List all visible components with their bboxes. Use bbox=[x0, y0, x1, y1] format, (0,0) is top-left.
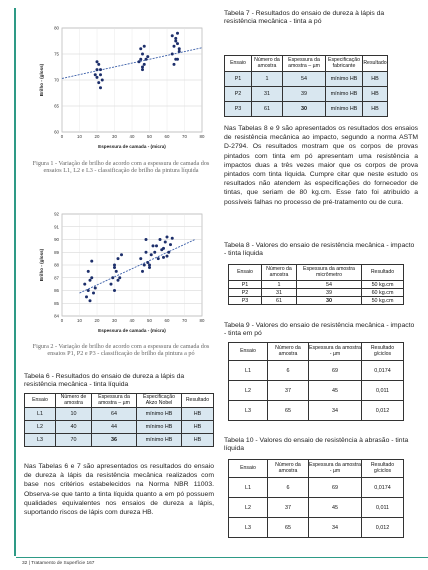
table-cell: 65 bbox=[268, 518, 309, 538]
data-point bbox=[90, 276, 93, 279]
table-row bbox=[229, 478, 404, 498]
table-header: Ensaio bbox=[229, 460, 268, 478]
data-point bbox=[117, 279, 120, 282]
data-point bbox=[141, 270, 144, 273]
x-tick-label: 40 bbox=[129, 134, 135, 139]
y-tick-label: 91 bbox=[54, 224, 59, 230]
data-point bbox=[176, 42, 179, 45]
table-header: Número da amostra bbox=[262, 265, 297, 281]
table-cell: P3 bbox=[225, 102, 252, 117]
data-point bbox=[139, 257, 142, 260]
table-cell: mínimo HB bbox=[326, 72, 363, 87]
y-tick-label: 70 bbox=[54, 77, 59, 83]
data-point bbox=[94, 286, 97, 289]
footer-rule bbox=[16, 557, 428, 558]
table-header: Resultado bbox=[362, 265, 404, 281]
table-cell: 50 kg.cm bbox=[362, 281, 404, 289]
table-cell: 44 bbox=[92, 421, 137, 434]
data-point bbox=[145, 58, 148, 61]
table-cell: L3 bbox=[229, 401, 268, 421]
data-point bbox=[139, 47, 142, 50]
table-cell: 61 bbox=[252, 102, 283, 117]
data-point bbox=[120, 253, 123, 256]
table-9-caption: Tabela 9 - Valores do ensaio de resistência mecânica - impacto - tinta em pó bbox=[224, 322, 415, 338]
table-header: Espessura da amostra - µm bbox=[309, 460, 362, 478]
table-header: Espessura da amostra – µm bbox=[92, 394, 137, 408]
y-tick-label: 65 bbox=[54, 103, 59, 109]
y-tick-label: 84 bbox=[54, 313, 59, 319]
page-accent-bar bbox=[14, 8, 16, 556]
table-row bbox=[225, 102, 388, 117]
table-cell: 0,011 bbox=[362, 498, 404, 518]
table-cell: 37 bbox=[268, 381, 309, 401]
table-header: Número da amostra bbox=[252, 56, 283, 72]
data-point bbox=[167, 251, 170, 254]
table-7-caption: Tabela 7 - Resultados do ensaio de dureza à lápis da resistência mecânica - tinta a pó bbox=[224, 10, 385, 26]
table-cell: 69 bbox=[309, 361, 362, 381]
data-point bbox=[171, 53, 174, 56]
table-10 bbox=[228, 459, 404, 538]
data-point bbox=[150, 253, 153, 256]
data-point bbox=[118, 276, 121, 279]
table-row bbox=[25, 434, 214, 447]
table-cell: P2 bbox=[229, 289, 262, 297]
data-point bbox=[101, 79, 104, 82]
table-cell: L3 bbox=[25, 434, 56, 447]
data-point bbox=[94, 73, 97, 76]
x-tick-label: 70 bbox=[182, 318, 187, 323]
x-tick-label: 70 bbox=[182, 134, 187, 139]
table-header: Resultado bbox=[363, 56, 388, 72]
y-tick-label: 80 bbox=[54, 25, 59, 31]
data-point bbox=[139, 58, 142, 61]
data-point bbox=[99, 68, 102, 71]
table-row bbox=[229, 281, 404, 289]
data-point bbox=[99, 86, 102, 89]
table-cell: P3 bbox=[229, 297, 262, 305]
y-tick-label: 60 bbox=[54, 129, 59, 135]
table-row bbox=[229, 361, 404, 381]
data-point bbox=[96, 68, 99, 71]
x-tick-label: 50 bbox=[147, 318, 152, 323]
table-cell: 60 kg.cm bbox=[362, 289, 404, 297]
data-point bbox=[164, 241, 167, 244]
data-point bbox=[141, 68, 144, 71]
data-point bbox=[153, 251, 156, 254]
table-header: Especificação Akzo Nobel bbox=[137, 394, 182, 408]
data-point bbox=[178, 50, 181, 53]
table-header: Número da amostra bbox=[268, 460, 309, 478]
table-8 bbox=[228, 264, 404, 305]
table-cell: 54 bbox=[283, 72, 326, 87]
data-point bbox=[155, 244, 158, 247]
table-cell: 36 bbox=[92, 434, 137, 447]
data-point bbox=[117, 257, 120, 260]
table-cell: 45 bbox=[309, 498, 362, 518]
data-point bbox=[152, 244, 155, 247]
data-point bbox=[92, 292, 95, 295]
table-header: Número da amostra bbox=[268, 343, 309, 361]
data-point bbox=[87, 289, 90, 292]
figure-1-chart bbox=[36, 22, 208, 152]
table-cell: 54 bbox=[297, 281, 362, 289]
data-point bbox=[87, 270, 90, 273]
data-point bbox=[145, 238, 148, 241]
table-cell: L1 bbox=[25, 408, 56, 421]
y-tick-label: 90 bbox=[54, 237, 59, 243]
table-header: Ensaio bbox=[25, 394, 56, 408]
data-point bbox=[146, 261, 149, 264]
data-point bbox=[162, 256, 165, 259]
data-point bbox=[96, 60, 99, 63]
y-axis-label: Brilho - (gloss) bbox=[39, 63, 44, 97]
data-point bbox=[173, 45, 176, 48]
table-header: Especificação fabricante bbox=[326, 56, 363, 72]
data-point bbox=[166, 235, 169, 238]
table-cell: mínimo HB bbox=[137, 408, 182, 421]
table-row bbox=[229, 518, 404, 538]
table-header: Ensaio bbox=[229, 343, 268, 361]
table-cell: mínimo HB bbox=[326, 102, 363, 117]
table-header: Número de amostra bbox=[56, 394, 92, 408]
data-point bbox=[143, 63, 146, 66]
x-tick-label: 20 bbox=[94, 318, 100, 323]
data-point bbox=[115, 270, 118, 273]
table-cell: 69 bbox=[309, 478, 362, 498]
table-cell: HB bbox=[363, 72, 388, 87]
data-point bbox=[113, 289, 116, 292]
table-row bbox=[225, 72, 388, 87]
data-point bbox=[159, 238, 162, 241]
table-cell: L1 bbox=[229, 361, 268, 381]
data-point bbox=[97, 81, 100, 84]
x-tick-label: 40 bbox=[129, 318, 135, 323]
data-point bbox=[169, 243, 172, 246]
data-point bbox=[138, 60, 141, 63]
figure-1-caption: Figura 1 - Variação de brilho de acordo com a espessura de camada dos ensaios L1, L2 e L3 - classificação de brilho da pintura líquida bbox=[32, 160, 210, 175]
data-point bbox=[178, 47, 181, 50]
x-tick-label: 30 bbox=[112, 318, 117, 323]
table-cell: 10 bbox=[56, 408, 92, 421]
x-axis-label: Espessura de camada - (micra) bbox=[98, 328, 166, 333]
x-tick-label: 80 bbox=[199, 318, 205, 323]
data-point bbox=[96, 76, 99, 79]
data-point bbox=[176, 58, 179, 61]
table-row bbox=[229, 297, 404, 305]
table-header: Espessura da amostra - µm bbox=[309, 343, 362, 361]
x-axis-label: Espessura de camada - (micra) bbox=[98, 144, 166, 149]
table-cell: 0,0174 bbox=[362, 361, 404, 381]
table-cell: mínimo HB bbox=[137, 421, 182, 434]
y-axis-label: Brilho - (gloss) bbox=[39, 248, 44, 282]
x-tick-label: 60 bbox=[164, 134, 170, 139]
data-point bbox=[113, 264, 116, 267]
table-cell: 6 bbox=[268, 478, 309, 498]
data-point bbox=[176, 32, 179, 35]
table-cell: HB bbox=[363, 87, 388, 102]
table-cell: 39 bbox=[283, 87, 326, 102]
table-row bbox=[229, 401, 404, 421]
table-header: Espessura da amostra – µm bbox=[283, 56, 326, 72]
data-point bbox=[113, 266, 116, 269]
table-row bbox=[225, 87, 388, 102]
table-cell: 0,012 bbox=[362, 401, 404, 421]
figure-2-caption: Figura 2 - Variação de brilho de acordo com a espessura de camada dos ensaios P1, P2 e P3 - classificação de brilho da pintura a pó bbox=[32, 343, 210, 358]
data-point bbox=[141, 53, 144, 56]
y-tick-label: 88 bbox=[54, 262, 59, 268]
x-tick-label: 10 bbox=[77, 318, 82, 323]
table-cell: 1 bbox=[252, 72, 283, 87]
table-8-caption: Tabela 8 - Valores do ensaio de resistência mecânica - impacto - tinta líquida bbox=[224, 242, 415, 258]
table-cell: 34 bbox=[309, 518, 362, 538]
table-cell: 31 bbox=[252, 87, 283, 102]
table-6-caption: Tabela 6 - Resultados do ensaio de dureza a lápis da resistência mecânica - tinta líquida bbox=[24, 373, 185, 389]
data-point bbox=[171, 34, 174, 37]
data-point bbox=[166, 255, 169, 258]
table-cell: 30 bbox=[283, 102, 326, 117]
table-cell: 0,012 bbox=[362, 518, 404, 538]
table-cell: HB bbox=[363, 102, 388, 117]
table-cell: 45 bbox=[309, 381, 362, 401]
table-cell: P2 bbox=[225, 87, 252, 102]
x-tick-label: 50 bbox=[147, 134, 152, 139]
data-point bbox=[171, 237, 174, 240]
x-tick-label: 60 bbox=[164, 318, 170, 323]
table-cell: 70 bbox=[56, 434, 92, 447]
data-point bbox=[157, 257, 160, 260]
data-point bbox=[145, 251, 148, 254]
table-cell: 34 bbox=[309, 401, 362, 421]
table-header: Ensaio bbox=[225, 56, 252, 72]
x-tick-label: 80 bbox=[199, 134, 205, 139]
body-paragraph-right: Nas Tabelas 8 e 9 são apresentados os resultados dos ensaios de resistência mecânica ao impacto, segundo a norma ASTM D-2794. Os resultados mostram que os corpos de provas pintados com tinta em pó apresentam uma resistência a impactos duas a três vezes maior que os corpos de prova pintados com tinta líquida. Cumpre citar que neste estudo os resultados não atendem às especificações do fornecedor de tintas, que seriam de 80 kg.cm. Esse fato foi atribuído a possíveis falhas no processo de pré-tratamento ou de cura. bbox=[224, 125, 418, 206]
table-cell: 40 bbox=[56, 421, 92, 434]
x-tick-label: 10 bbox=[77, 134, 82, 139]
table-row bbox=[229, 381, 404, 401]
x-tick-label: 30 bbox=[112, 134, 117, 139]
table-cell: 31 bbox=[262, 289, 297, 297]
table-row bbox=[229, 498, 404, 518]
table-cell: P1 bbox=[225, 72, 252, 87]
table-cell: P1 bbox=[229, 281, 262, 289]
table-cell: 1 bbox=[262, 281, 297, 289]
body-paragraph-left: Nas Tabelas 6 e 7 são apresentados os resultados do ensaio de dureza à lápis da resistência mecânica realizados com base nos critérios estabelecidos na Norma NBR 11003. Observa-se que tanto a tinta líquida quanto a em pó possuem qualidades equivalentes nos ensaios de dureza a lápis, suportando riscos de lápis com dureza HB. bbox=[24, 463, 214, 517]
table-10-caption: Tabela 10 - Valores do ensaio de resistência à abrasão - tinta líquida bbox=[224, 437, 409, 453]
data-point bbox=[141, 66, 144, 69]
y-tick-label: 92 bbox=[54, 211, 59, 217]
data-point bbox=[83, 283, 86, 286]
figure-2-chart bbox=[36, 208, 208, 336]
data-point bbox=[143, 264, 146, 267]
table-header: Resultado g/ciclos bbox=[362, 460, 404, 478]
table-cell: HB bbox=[182, 408, 214, 421]
table-cell: L2 bbox=[229, 498, 268, 518]
data-point bbox=[97, 63, 100, 66]
table-cell: L2 bbox=[229, 381, 268, 401]
table-cell: 61 bbox=[262, 297, 297, 305]
table-cell: L3 bbox=[229, 518, 268, 538]
table-cell: 50 kg.cm bbox=[362, 297, 404, 305]
data-point bbox=[110, 283, 113, 286]
y-tick-label: 75 bbox=[54, 51, 59, 57]
table-7 bbox=[224, 55, 388, 117]
data-point bbox=[111, 276, 114, 279]
table-header: Espessura da amostra micrômetro bbox=[297, 265, 362, 281]
table-cell: 6 bbox=[268, 361, 309, 381]
data-point bbox=[173, 63, 176, 66]
data-point bbox=[89, 279, 92, 282]
table-cell: HB bbox=[182, 434, 214, 447]
table-cell: L2 bbox=[25, 421, 56, 434]
y-tick-label: 89 bbox=[54, 249, 59, 255]
table-row bbox=[25, 421, 214, 434]
table-cell: 0,011 bbox=[362, 381, 404, 401]
table-cell: mínimo HB bbox=[326, 87, 363, 102]
table-cell: 37 bbox=[268, 498, 309, 518]
x-tick-label: 20 bbox=[94, 134, 100, 139]
data-point bbox=[174, 37, 177, 40]
table-header: Resultado bbox=[182, 394, 214, 408]
data-point bbox=[99, 73, 102, 76]
table-cell: 39 bbox=[297, 289, 362, 297]
table-row bbox=[229, 289, 404, 297]
table-cell: 30 bbox=[297, 297, 362, 305]
table-cell: mínimo HB bbox=[137, 434, 182, 447]
data-point bbox=[174, 40, 177, 43]
table-cell: 64 bbox=[92, 408, 137, 421]
table-cell: 65 bbox=[268, 401, 309, 421]
data-point bbox=[143, 45, 146, 48]
table-cell: HB bbox=[182, 421, 214, 434]
table-header: Resultado g/ciclos bbox=[362, 343, 404, 361]
table-row bbox=[25, 408, 214, 421]
data-point bbox=[89, 299, 92, 302]
table-cell: L1 bbox=[229, 478, 268, 498]
data-point bbox=[90, 260, 93, 263]
y-tick-label: 86 bbox=[54, 288, 59, 294]
y-tick-label: 87 bbox=[54, 275, 59, 281]
x-tick-label: 0 bbox=[60, 134, 64, 139]
data-point bbox=[146, 55, 149, 58]
table-9 bbox=[228, 342, 404, 421]
x-tick-label: 0 bbox=[60, 318, 64, 323]
table-header: Ensaio bbox=[229, 265, 262, 281]
data-point bbox=[85, 295, 88, 298]
table-6 bbox=[24, 393, 214, 447]
y-tick-label: 85 bbox=[54, 300, 59, 306]
page-footer: 32 | Tratamento de Superfície 167 bbox=[22, 561, 95, 566]
table-cell: 0,0174 bbox=[362, 478, 404, 498]
data-point bbox=[162, 247, 165, 250]
data-point bbox=[148, 264, 151, 267]
